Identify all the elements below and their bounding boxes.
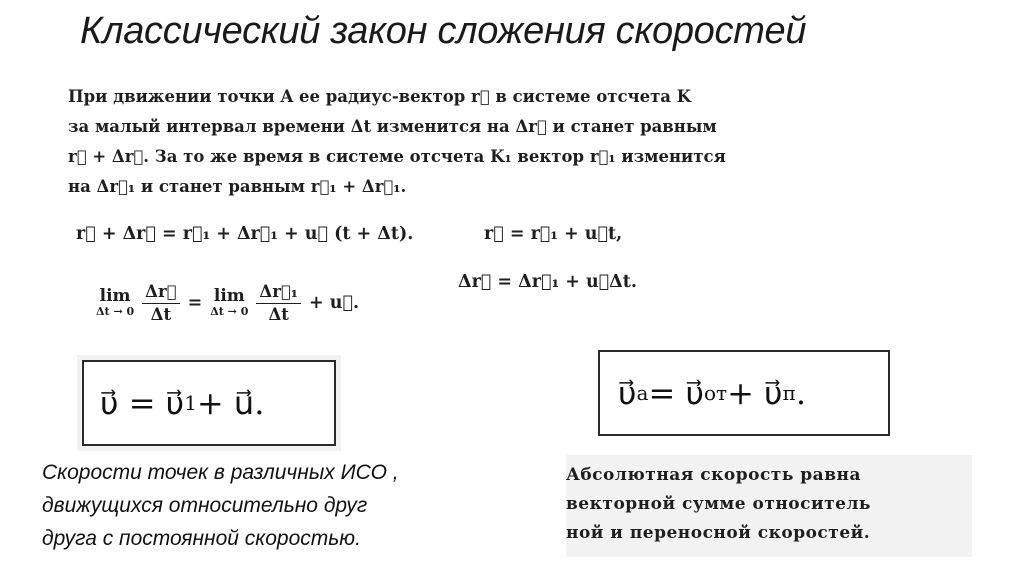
lim-word: lim: [213, 286, 245, 306]
formula-period: .: [795, 374, 807, 412]
formula-main: υ⃗ = υ⃗: [100, 384, 185, 422]
caption-line: векторной сумме относитель: [566, 494, 871, 514]
lim-subscript: Δt → 0: [210, 305, 249, 318]
text-paragraph: [68, 82, 878, 202]
formula-tail: + u⃗.: [196, 384, 265, 422]
limit-operator-right: [210, 287, 248, 319]
equation-radius-vector: r⃗ = r⃗₁ + u⃗t,: [484, 224, 623, 244]
paragraph-line: на Δr⃗₁ и станет равным r⃗₁ + Δr⃗₁.: [68, 177, 407, 196]
equation-displacement-sum: r⃗ + Δr⃗ = r⃗₁ + Δr⃗₁ + u⃗ (t + Δt).: [76, 224, 414, 244]
fraction-left: [142, 281, 179, 326]
caption-line: ной и переносной скоростей.: [566, 523, 871, 543]
subscript-transfer: п: [782, 381, 796, 405]
caption-line: Скорости точек в различных ИСО ,: [42, 461, 399, 484]
subscript-absolute: а: [636, 381, 649, 405]
formula-box-velocity-addition: [82, 360, 336, 446]
equation-limit: [96, 268, 359, 338]
equation-displacement: Δr⃗ = Δr⃗₁ + u⃗Δt.: [458, 272, 637, 292]
caption-line: Абсолютная скорость равна: [566, 465, 861, 485]
fraction-denominator: Δt: [268, 304, 289, 324]
paragraph-line: r⃗ + Δr⃗. За то же время в системе отсчета K₁ вектор r⃗₁ изменится: [68, 147, 726, 166]
caption-line: движущихся относительно друг: [42, 494, 368, 517]
formula-v-transfer: + υ⃗: [727, 374, 783, 412]
limit-tail: + u⃗.: [309, 293, 360, 313]
equals-sign: =: [187, 293, 203, 313]
caption-line: друга с постоянной скоростью.: [42, 527, 361, 550]
subscript-relative: от: [703, 381, 728, 405]
slide-title: Классический закон сложения скоростей: [80, 10, 807, 52]
caption-absolute-velocity: [566, 455, 972, 557]
fraction-numerator: Δr⃗₁: [256, 281, 301, 304]
lim-subscript: Δt → 0: [96, 305, 135, 318]
paragraph-line: за малый интервал времени Δt изменится на Δr⃗ и станет равным: [68, 117, 717, 136]
fraction-denominator: Δt: [150, 304, 172, 324]
formula-v-absolute: υ⃗: [618, 374, 637, 412]
limit-operator-left: [96, 287, 134, 319]
caption-inertial-frames: [42, 456, 552, 555]
formula-subscript: 1: [184, 391, 197, 415]
formula-v-relative: = υ⃗: [648, 374, 704, 412]
fraction-numerator: Δr⃗: [142, 281, 179, 304]
formula-box-absolute-velocity: [598, 350, 890, 436]
lim-word: lim: [99, 286, 131, 306]
fraction-right: [256, 281, 301, 326]
paragraph-line: При движении точки A ее радиус-вектор r⃗ в системе отсчета K: [68, 87, 692, 106]
